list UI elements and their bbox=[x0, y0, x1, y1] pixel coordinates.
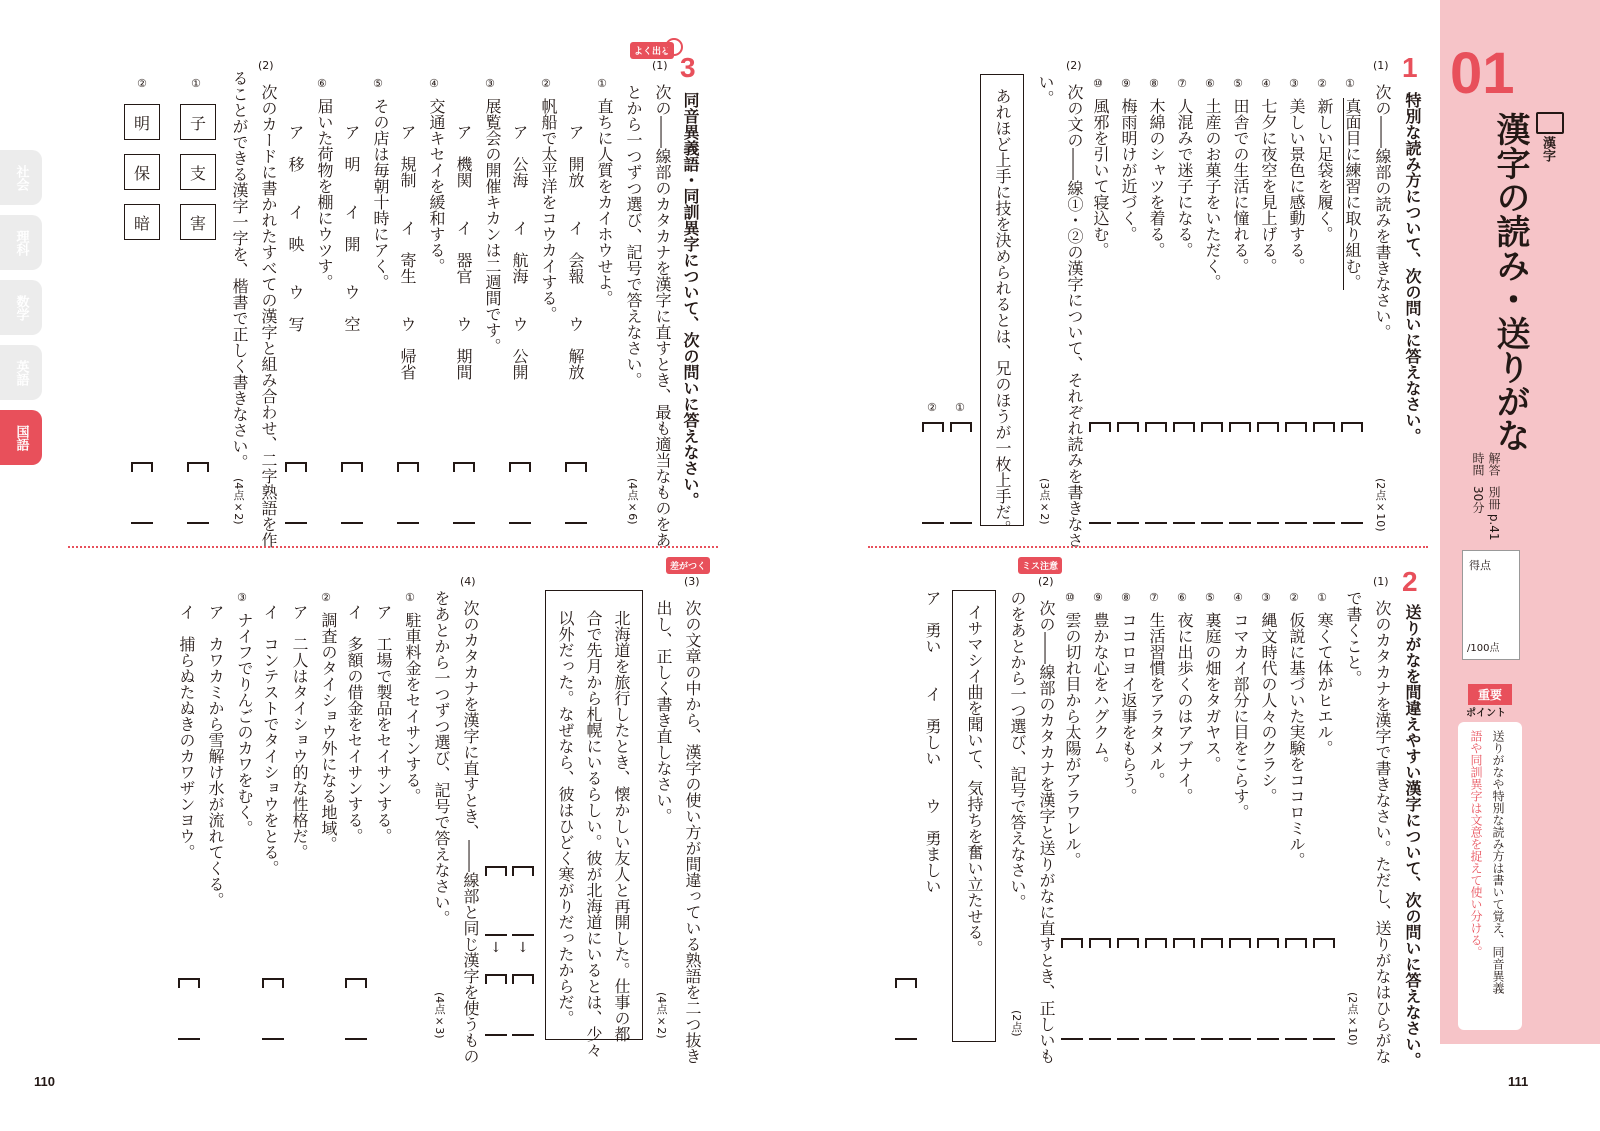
item-number: ① bbox=[1317, 591, 1327, 604]
item-text: 駐車料金をセイサンする。 bbox=[403, 612, 422, 804]
item-text: 木綿のシャツを着る。 bbox=[1147, 98, 1166, 258]
item-text: 帆船で太平洋をコウカイする。 bbox=[539, 98, 558, 322]
answer-box[interactable] bbox=[1341, 422, 1363, 524]
answer-box[interactable] bbox=[950, 422, 972, 524]
side-tab-social[interactable]: 社会 bbox=[0, 150, 42, 205]
answer-box[interactable] bbox=[1173, 422, 1195, 524]
item-text: 展覧会の開催キカンは二週間です。 bbox=[483, 98, 502, 354]
answer-box[interactable] bbox=[1257, 422, 1279, 524]
part-label: (2) bbox=[1066, 59, 1082, 72]
kanji-card: 明 bbox=[124, 104, 160, 140]
arrow-down-icon: ↓ bbox=[490, 940, 502, 956]
side-tab-math[interactable]: 数学 bbox=[0, 280, 42, 335]
points: (4点×2) bbox=[232, 478, 245, 525]
answer-box[interactable] bbox=[1145, 938, 1167, 1040]
card-number: ② bbox=[137, 77, 147, 90]
answer-box[interactable] bbox=[285, 462, 307, 524]
answer-number: ① bbox=[955, 401, 965, 414]
item-number: ⑧ bbox=[1149, 77, 1159, 90]
instruction: 次の――線部の読みを書きなさい。 bbox=[1373, 84, 1392, 340]
item-choices: ア 移 イ 映 ウ 写 bbox=[286, 124, 305, 332]
item-number: ① bbox=[405, 591, 415, 604]
answer-box[interactable] bbox=[178, 978, 200, 1040]
item-number: ③ bbox=[485, 77, 495, 90]
page-number: 110 bbox=[34, 1074, 55, 1089]
unit-number: 01 bbox=[1450, 41, 1515, 106]
points: (2点×10) bbox=[1374, 478, 1387, 532]
item-text: ココロヨイ返事をもらう。 bbox=[1119, 612, 1138, 804]
answer-box[interactable] bbox=[485, 974, 507, 1036]
answer-box[interactable] bbox=[1201, 938, 1223, 1040]
points: (2点) bbox=[1010, 1010, 1023, 1037]
item-number: ④ bbox=[1233, 591, 1243, 604]
question-3-number: 3 bbox=[680, 52, 696, 83]
answer-box[interactable] bbox=[1089, 422, 1111, 524]
score-total: /100点 bbox=[1467, 643, 1500, 654]
item-number: ③ bbox=[1289, 77, 1299, 90]
kanji-card: 保 bbox=[124, 154, 160, 190]
answer-box[interactable] bbox=[1145, 422, 1167, 524]
answer-box[interactable] bbox=[397, 462, 419, 524]
item-number: ⑥ bbox=[317, 77, 327, 90]
answer-box[interactable] bbox=[922, 422, 944, 524]
passage-line: 北海道を旅行したとき、懐かしい友人と再開した。仕事の都 bbox=[612, 610, 631, 1042]
score-label: 得点 bbox=[1469, 559, 1491, 572]
question-1-title: 特別な読み方について、次の問いに答えなさい。 bbox=[1403, 92, 1422, 444]
time-value: 30分 bbox=[1471, 486, 1485, 514]
instruction: い。 bbox=[1036, 74, 1055, 106]
frequent-tag: よく出る bbox=[630, 42, 674, 59]
part-label: (1) bbox=[652, 59, 668, 72]
answer-box[interactable] bbox=[187, 462, 209, 524]
item-number: ⑩ bbox=[1093, 77, 1103, 90]
item-text: 七夕に夜空を見上げる。 bbox=[1259, 98, 1278, 274]
item-number: ② bbox=[1289, 591, 1299, 604]
item-number: ⑨ bbox=[1093, 591, 1103, 604]
instruction: 次のカタカナを漢字で書きなさい。ただし、送りがなはひらがな bbox=[1373, 600, 1392, 1064]
answer-box[interactable] bbox=[565, 462, 587, 524]
instruction: 次の――線部のカタカナを漢字に直すとき、最も適当なものをあ bbox=[653, 84, 672, 548]
kanji-card: 害 bbox=[180, 204, 216, 240]
passage-line: 合で先月から札幌にいるらしい。彼が北海道にいるとは、少々 bbox=[584, 610, 603, 1058]
item-text: 雲の切れ目から太陽がアラワレル。 bbox=[1063, 612, 1082, 868]
item-text: 仮説に基づいた実験をココロミル。 bbox=[1287, 612, 1306, 868]
answer-box[interactable] bbox=[512, 974, 534, 1036]
answer-box[interactable] bbox=[1285, 422, 1307, 524]
answer-box[interactable] bbox=[1117, 938, 1139, 1040]
item-choices: ア 機関 イ 器官 ウ 期間 bbox=[454, 124, 473, 380]
item-text: 寒くて体がヒエル。 bbox=[1315, 612, 1334, 756]
item-text: 真面目に練習に取り組む。 bbox=[1343, 98, 1362, 290]
choice-b: イ 多額の借金をセイサンする。 bbox=[345, 604, 364, 844]
key-point-label: ポイント bbox=[1466, 708, 1506, 719]
difference-tag: 差がつく bbox=[666, 557, 710, 574]
answer-box[interactable] bbox=[131, 462, 153, 524]
answer-box[interactable] bbox=[485, 866, 507, 936]
answer-box[interactable] bbox=[509, 462, 531, 524]
item-text: 田舎での生活に憧れる。 bbox=[1231, 98, 1250, 274]
item-text: 土産のお菓子をいただく。 bbox=[1203, 98, 1222, 290]
instruction: をあとから一つずつ選び、記号で答えなさい。 bbox=[432, 590, 451, 926]
subject-label: 漢字 bbox=[1540, 136, 1555, 162]
item-text: 交通キセイを緩和する。 bbox=[427, 98, 446, 274]
item-text: コマカイ部分に目をこらす。 bbox=[1231, 612, 1250, 820]
item-number: ① bbox=[597, 77, 607, 90]
item-text: 風邪を引いて寝込む。 bbox=[1091, 98, 1110, 258]
item-number: ⑥ bbox=[1205, 77, 1215, 90]
item-text: 夜に出歩くのはアブナイ。 bbox=[1175, 612, 1194, 804]
side-tab-english[interactable]: 英語 bbox=[0, 345, 42, 400]
item-text: 梅雨明けが近づく。 bbox=[1119, 98, 1138, 242]
item-text: ナイフでりんごのカワをむく。 bbox=[235, 612, 254, 836]
choice-a: ア 二人はタイショウ的な性格だ。 bbox=[290, 604, 309, 860]
item-number: ⑤ bbox=[1233, 77, 1243, 90]
points: (4点×6) bbox=[626, 478, 639, 525]
score-box[interactable] bbox=[1462, 550, 1520, 660]
answer-box[interactable] bbox=[262, 978, 284, 1040]
item-number: ⑤ bbox=[1205, 591, 1215, 604]
answer-box[interactable] bbox=[1173, 938, 1195, 1040]
answer-box[interactable] bbox=[1201, 422, 1223, 524]
choice-b: イ 捕らぬたぬきのカワザンヨウ。 bbox=[177, 604, 196, 860]
instruction: 次のカタカナを漢字に直すとき、――線部と同じ漢字を使うもの bbox=[461, 600, 480, 1064]
item-text: 縄文時代の人々のクラシ。 bbox=[1259, 612, 1278, 804]
choice-a: ア カワカミから雪解け水が流れてくる。 bbox=[206, 604, 225, 908]
part-label: (1) bbox=[1373, 575, 1389, 588]
answer-box[interactable] bbox=[341, 462, 363, 524]
answer-box[interactable] bbox=[895, 978, 917, 1040]
card-number: ① bbox=[191, 77, 201, 90]
divider bbox=[68, 546, 718, 548]
arrow-down-icon: ↓ bbox=[517, 940, 529, 956]
answer-box[interactable] bbox=[1229, 938, 1251, 1040]
page-title: 漢字の読み・送りがな bbox=[1490, 112, 1530, 452]
answer-box[interactable] bbox=[1313, 422, 1335, 524]
answer-number: ② bbox=[927, 401, 937, 414]
side-tab-japanese[interactable]: 国語 bbox=[0, 410, 42, 465]
item-number: ⑨ bbox=[1121, 77, 1131, 90]
instruction: のをあとから一つ選び、記号で答えなさい。 bbox=[1008, 590, 1027, 910]
item-choices: ア 開放 イ 会報 ウ 解放 bbox=[566, 124, 585, 380]
item-number: ① bbox=[1345, 77, 1355, 90]
sentence: あれほど上手に技を決められるとは、兄のほうが一枚上手だ。 bbox=[993, 88, 1012, 536]
instruction: 次の文の――線①・②の漢字について、それぞれ読みを書きなさ bbox=[1065, 84, 1084, 548]
instruction: 出し、正しく書き直しなさい。 bbox=[654, 600, 673, 824]
answer-box[interactable] bbox=[1313, 938, 1335, 1040]
item-text: 新しい足袋を履く。 bbox=[1315, 98, 1334, 242]
item-number: ⑩ bbox=[1065, 591, 1075, 604]
instruction: で書くこと。 bbox=[1344, 590, 1363, 686]
instruction: とから一つずつ選び、記号で答えなさい。 bbox=[624, 84, 643, 388]
answer-box[interactable] bbox=[512, 866, 534, 936]
answer-box[interactable] bbox=[1257, 938, 1279, 1040]
item-number: ② bbox=[321, 591, 331, 604]
part-label: (2) bbox=[258, 59, 274, 72]
item-text: 生活習慣をアラタメル。 bbox=[1147, 612, 1166, 788]
item-number: ⑦ bbox=[1149, 591, 1159, 604]
item-text: 届いた荷物を棚にウツす。 bbox=[315, 98, 334, 290]
item-number: ② bbox=[1317, 77, 1327, 90]
sentence: イサマシイ曲を聞いて、気持ちを奮い立たせる。 bbox=[965, 604, 984, 956]
item-text: 豊かな心をハグクム。 bbox=[1091, 612, 1110, 772]
side-tab-science[interactable]: 理科 bbox=[0, 215, 42, 270]
answer-box[interactable] bbox=[1061, 938, 1083, 1040]
question-2-number: 2 bbox=[1402, 566, 1418, 597]
key-point-badge: 重要 bbox=[1468, 684, 1512, 705]
item-number: ⑦ bbox=[1177, 77, 1187, 90]
item-text: 直ちに人質をカイホウせよ。 bbox=[595, 98, 614, 306]
item-text: その店は毎朝十時にアく。 bbox=[371, 98, 390, 290]
book-icon bbox=[1536, 112, 1564, 134]
key-point-text: 送りがなや特別な読み方は書いて覚え、同音異義 bbox=[1491, 730, 1505, 994]
item-text: 調査のタイショウ外になる地域。 bbox=[319, 612, 338, 852]
answer-ref[interactable]: 別冊 p.41 bbox=[1487, 486, 1501, 541]
item-number: ③ bbox=[237, 591, 247, 604]
part-label: (3) bbox=[684, 575, 700, 588]
instruction: 次の文章の中から、漢字の使い方が間違っている熟語を二つ抜き bbox=[683, 600, 702, 1064]
right-page bbox=[800, 0, 1600, 1131]
time-label: 時間 bbox=[1471, 452, 1485, 476]
kanji-card: 暗 bbox=[124, 204, 160, 240]
choice-a: ア 工場で製品をセイサンする。 bbox=[374, 604, 393, 844]
item-choices: ア 規制 イ 寄生 ウ 帰省 bbox=[398, 124, 417, 380]
item-text: 人混みで迷子になる。 bbox=[1175, 98, 1194, 258]
item-choices: ア 明 イ 開 ウ 空 bbox=[342, 124, 361, 332]
divider bbox=[868, 546, 1428, 548]
choice-b: イ コンテストでタイショウをとる。 bbox=[261, 604, 280, 876]
item-number: ③ bbox=[1261, 591, 1271, 604]
item-number: ④ bbox=[1261, 77, 1271, 90]
instruction: 次の――線部のカタカナを漢字と送りがなに直すとき、正しいも bbox=[1037, 600, 1056, 1064]
part-label: (2) bbox=[1038, 575, 1054, 588]
answer-box[interactable] bbox=[453, 462, 475, 524]
kanji-card: 支 bbox=[180, 154, 216, 190]
item-number: ④ bbox=[429, 77, 439, 90]
answer-box[interactable] bbox=[345, 978, 367, 1040]
answer-box[interactable] bbox=[1229, 422, 1251, 524]
answer-box[interactable] bbox=[1089, 938, 1111, 1040]
key-point-text: 語や同訓異字は文意を捉えて使い分ける。 bbox=[1469, 730, 1483, 958]
points: (3点×2) bbox=[1038, 478, 1051, 525]
item-number: ⑧ bbox=[1121, 591, 1131, 604]
choices: ア 勇い イ 勇しい ウ 勇ましい bbox=[923, 590, 942, 894]
page-number: 111 bbox=[1508, 1074, 1529, 1089]
part-label: (1) bbox=[1373, 59, 1389, 72]
instruction: 次のカードに書かれたすべての漢字と組み合わせ、二字熟語を作 bbox=[259, 84, 278, 548]
points: (4点×2) bbox=[655, 992, 668, 1039]
question-2-title: 送りがなを間違えやすい漢字について、次の問いに答えなさい。 bbox=[1403, 604, 1422, 1068]
points: (2点×10) bbox=[1346, 992, 1359, 1046]
item-choices: ア 公海 イ 航海 ウ 公開 bbox=[510, 124, 529, 380]
question-1-number: 1 bbox=[1402, 52, 1418, 83]
caution-tag: ミス注意 bbox=[1018, 557, 1062, 574]
item-text: 美しい景色に感動する。 bbox=[1287, 98, 1306, 274]
answer-box[interactable] bbox=[1285, 938, 1307, 1040]
passage-line: 以外だった。なぜなら、彼はひどく寒がりだったからだ。 bbox=[556, 610, 575, 1026]
question-3-title: 同音異義語・同訓異字について、次の問いに答えなさい。 bbox=[681, 92, 700, 508]
item-number: ⑥ bbox=[1177, 591, 1187, 604]
answer-label: 解答 bbox=[1487, 452, 1501, 476]
instruction: ることができる漢字一字を、楷書で正しく書きなさい。 bbox=[230, 70, 249, 470]
item-number: ② bbox=[541, 77, 551, 90]
part-label: (4) bbox=[460, 575, 476, 588]
points: (4点×3) bbox=[433, 992, 446, 1039]
item-text: 裏庭の畑をタガヤス。 bbox=[1203, 612, 1222, 772]
answer-box[interactable] bbox=[1117, 422, 1139, 524]
kanji-card: 子 bbox=[180, 104, 216, 140]
item-number: ⑤ bbox=[373, 77, 383, 90]
